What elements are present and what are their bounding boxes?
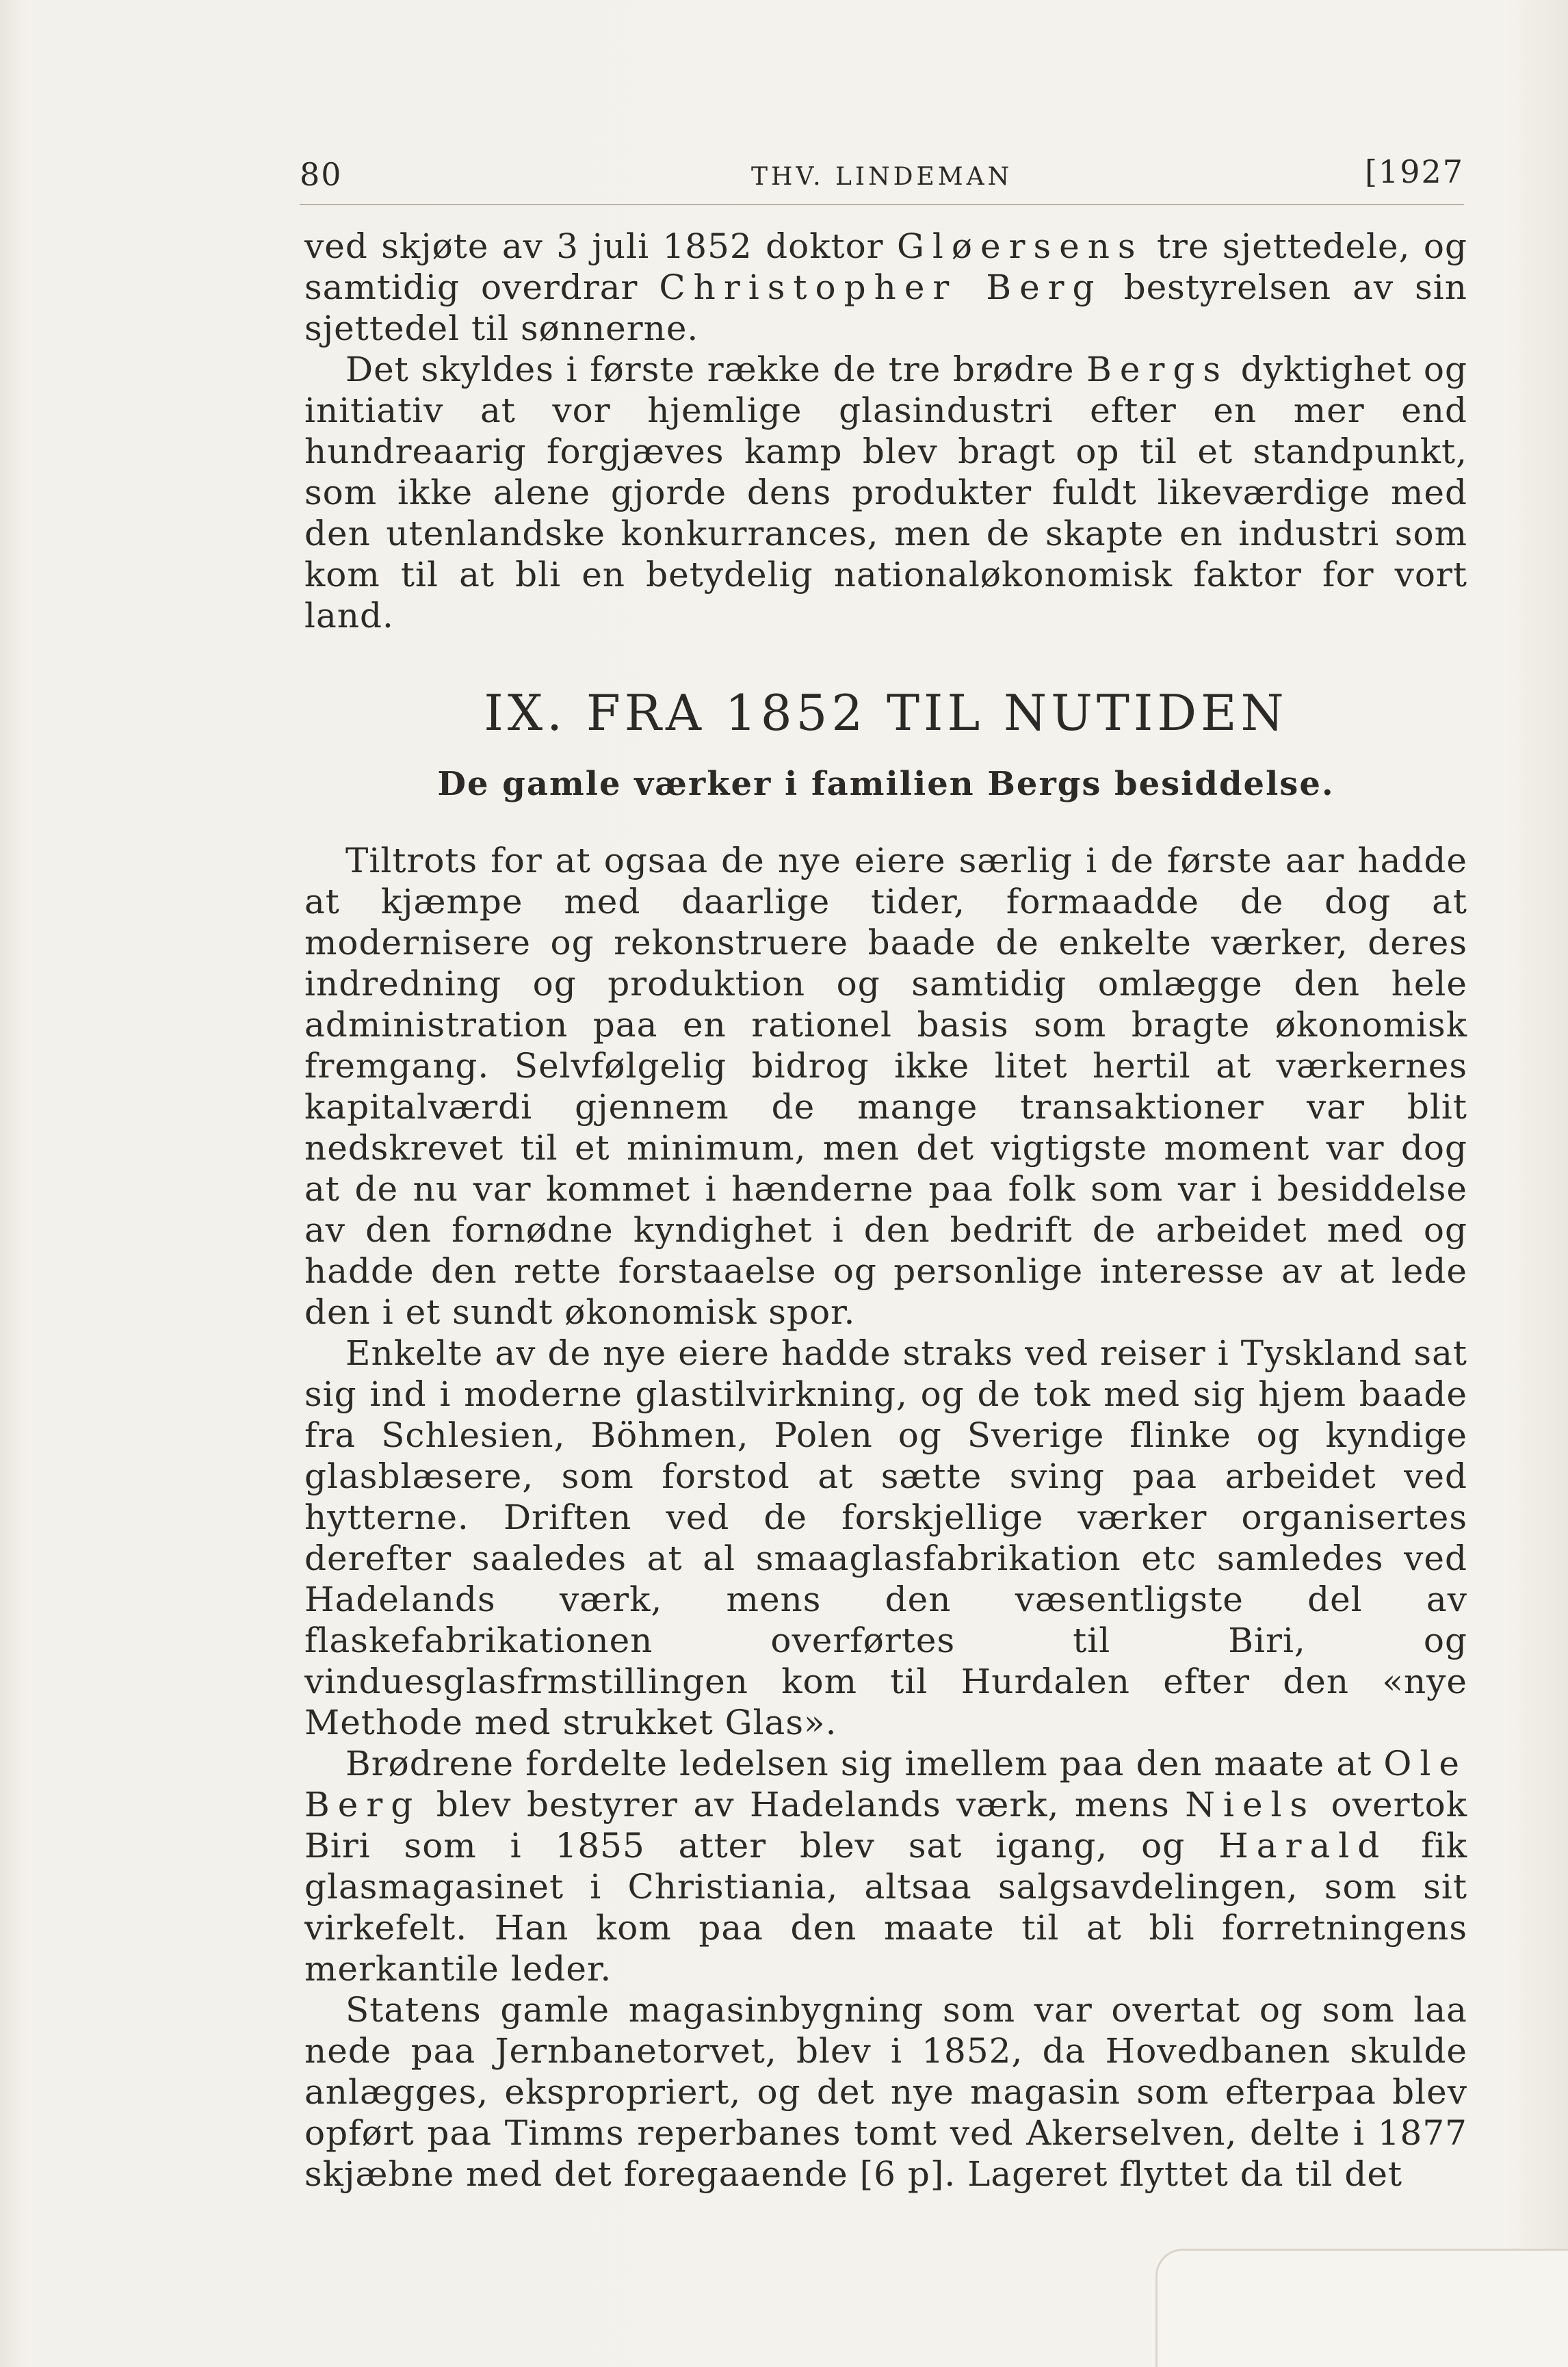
text-run: dyktighet og initiativ at vor hjemlige glasindustri efter en mer end hundreaarig forgjæves kamp blev bragt op til et standpunkt, som ikke alene gjorde dens produkter fuldt likeværdige med den utenlandske konkurrances, men de skapte en industri som kom til at bli en betydelig nationaløkonomisk faktor for vort land. [304,350,1467,636]
text-run: fik glasmagasinet i Christiania, altsaa salgsavdelingen, som sit virkefelt. Han kom paa den maate til at bli forretningens merkantile leder. [304,1826,1467,1989]
paragraph [304,1333,1467,1743]
page-number: 80 [300,156,343,193]
spaced-name: Bergs [1086,350,1229,389]
spaced-name: Niels [1185,1785,1316,1825]
paragraph [304,349,1467,636]
running-head-year: [1927 [1364,153,1464,190]
paragraph [304,1989,1467,2195]
text-run: Brødrene fordelte ledelsen sig imellem paa den maate at [345,1744,1384,1783]
text-run: bestyrelsen av sin sjettedel til sønnerne. [304,267,1468,348]
spaced-name: Gløersens [896,226,1144,266]
spaced-name: Harald [1218,1826,1388,1866]
section-title: De gamle værker i familien Bergs besiddelse. [437,765,1335,803]
text-run: blev bestyrer av Hadelands værk, mens [421,1785,1186,1825]
text-block-before-chapter [304,226,1467,636]
paragraph [304,1743,1467,1989]
chapter-title: IX. FRA 1852 TIL NUTIDEN [484,684,1288,742]
text-run: Det skyldes i første række de tre brødre [345,350,1087,389]
text-run: ved skjøte av 3 juli 1852 doktor [304,226,897,266]
page-corner-sticker [1155,2249,1568,2367]
text-run: tre sjettedele, og samtidig overdrar [304,226,1467,307]
text-run: Enkelte av de nye eiere hadde straks ved reiser i Tyskland sat sig ind i moderne glastilvirkning, og de tok med sig hjem baade fra Schlesien, Böhmen, Polen og Sverige flinke og kyndige glasblæsere, som forstod at sætte sving paa arbeidet ved hytterne. Driften ved de forskjellige værker organisertes derefter saaledes at al smaaglasfabrikation etc samledes ved Hadelands værk, mens den væsentligste del av flaskefabrikationen overførtes til Biri, og vinduesglasfrmstillingen kom til Hurdalen efter den «nye Methode med strukket Glas». [304,1333,1467,1742]
text-run: Statens gamle magasinbygning som var overtat og som laa nede paa Jernbanetorvet, blev i 1852, da Hovedbanen skulde anlægges, ekspropriert, og det nye magasin som efterpaa blev opført paa Timms reperbanes tomt ved Akerselven, delte i 1877 skjæbne med det foregaaende [6 p]. Lageret flyttet da til det [304,1990,1467,2194]
paragraph [304,226,1467,349]
text-block-after-chapter [304,840,1467,2195]
paragraph [304,840,1467,1333]
spaced-name: Christopher Berg [659,267,1103,307]
text-run: overtok Biri som i 1855 atter blev sat igang, og [304,1785,1467,1866]
spaced-name: Ole Berg [304,1744,1467,1825]
text-run: Tiltrots for at ogsaa de nye eiere særlig i de første aar hadde at kjæmpe med daarlige tider, formaadde de dog at modernisere og rekonstruere baade de enkelte værker, deres indredning og produktion og samtidig omlægge den hele administration paa en rationel basis som bragte økonomisk fremgang. Selvfølgelig bidrog ikke litet hertil at værkernes kapitalværdi gjennem de mange transaktioner var blit nedskrevet til et minimum, men det vigtigste moment var dog at de nu var kommet i hænderne paa folk som var i besiddelse av den fornødne kyndighet i den bedrift de arbeidet med og hadde den rette forstaaelse og personlige interesse av at lede den i et sundt økonomisk spor. [304,841,1467,1332]
running-head [300,149,1464,205]
running-head-author: THV. LINDEMAN [751,163,1013,191]
